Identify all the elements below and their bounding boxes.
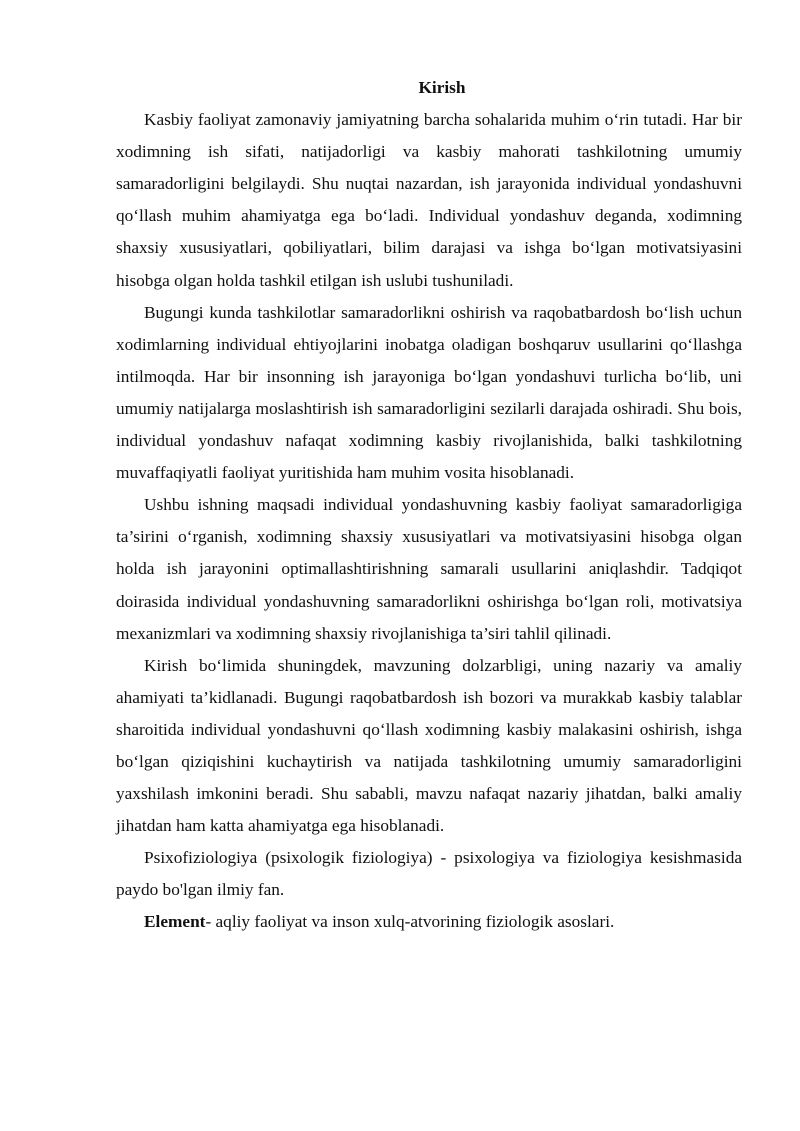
definition-paragraph xyxy=(116,906,742,938)
paragraph-1: Kasbiy faoliyat zamonaviy jamiyatning barcha sohalarida muhim o‘rin tutadi. Har bir xodimning ish sifati, natijadorligi va kasbiy mahorati tashkilotning umumiy samaradorligini belgilaydi. Shu nuqtai nazardan, ish jarayonida individual yondashuvni qo‘llash muhim ahamiyatga ega bo‘ladi. Individual yondashuv deganda, xodimning shaxsiy xususiyatlari, qobiliyatlari, bilim darajasi va ishga bo‘lgan motivatsiyasini hisobga olgan holda tashkil etilgan ish uslubi tushuniladi. xyxy=(116,110,742,290)
paragraph-3: Ushbu ishning maqsadi individual yondashuvning kasbiy faoliyat samaradorligiga ta’sirini o‘rganish, xodimning shaxsiy xususiyatlari va motivatsiyasini hisobga olgan holda ish jarayonini optimallashtirishning samarali usullarini aniqlashdir. Tadqiqot doirasida individual yondashuvning samaradorlikni oshirishga bo‘lgan roli, motivatsiya mexanizmlari va xodimning shaxsiy rivojlanishiga ta’siri tahlil qilinadi. xyxy=(116,495,742,643)
definition-term: Element xyxy=(144,912,206,932)
document-title: Kirish xyxy=(418,78,466,97)
paragraph-2: Bugungi kunda tashkilotlar samaradorlikni oshirish va raqobatbardosh bo‘lish uchun xodimlarning individual ehtiyojlarini inobatga oladigan boshqaruv usullarini qo‘llashga intilmoqda. Har bir insonning ish jarayoniga bo‘lgan yondashuvi turlicha bo‘lib, uni umumiy natijalarga moslashtirish ish samaradorligini sezilarli darajada oshiradi. Shu bois, individual yondashuv nafaqat xodimning kasbiy rivojlanishida, balki tashkilotning muvaffaqiyatli faoliyat yuritishida ham muhim vosita hisoblanadi. xyxy=(116,302,742,483)
paragraph-4: Kirish bo‘limida shuningdek, mavzuning dolzarbligi, uning nazariy va amaliy ahamiyati ta’kidlanadi. Bugungi raqobatbardosh ish bozori va murakkab kasbiy talablar sharoitida individual yondashuvni qo‘llash xodimning kasbiy malakasini oshirish, ishga bo‘lgan qiziqishini kuchaytirish va natijada tashkilotning umumiy samaradorligini yaxshilash imkonini beradi. Shu sababli, mavzu nafaqat nazariy jihatdan, balki amaliy jihatdan ham katta ahamiyatga ega hisoblanadi. xyxy=(116,655,742,836)
definition-text: - aqliy faoliyat va inson xulq-atvorining fiziologik asoslari. xyxy=(205,912,615,932)
paragraph-5: Psixofiziologiya (psixologik fiziologiya) - psixologiya va fiziologiya kesishmasida paydo bo'lgan ilmiy fan. xyxy=(116,848,742,900)
document-page xyxy=(116,72,742,939)
